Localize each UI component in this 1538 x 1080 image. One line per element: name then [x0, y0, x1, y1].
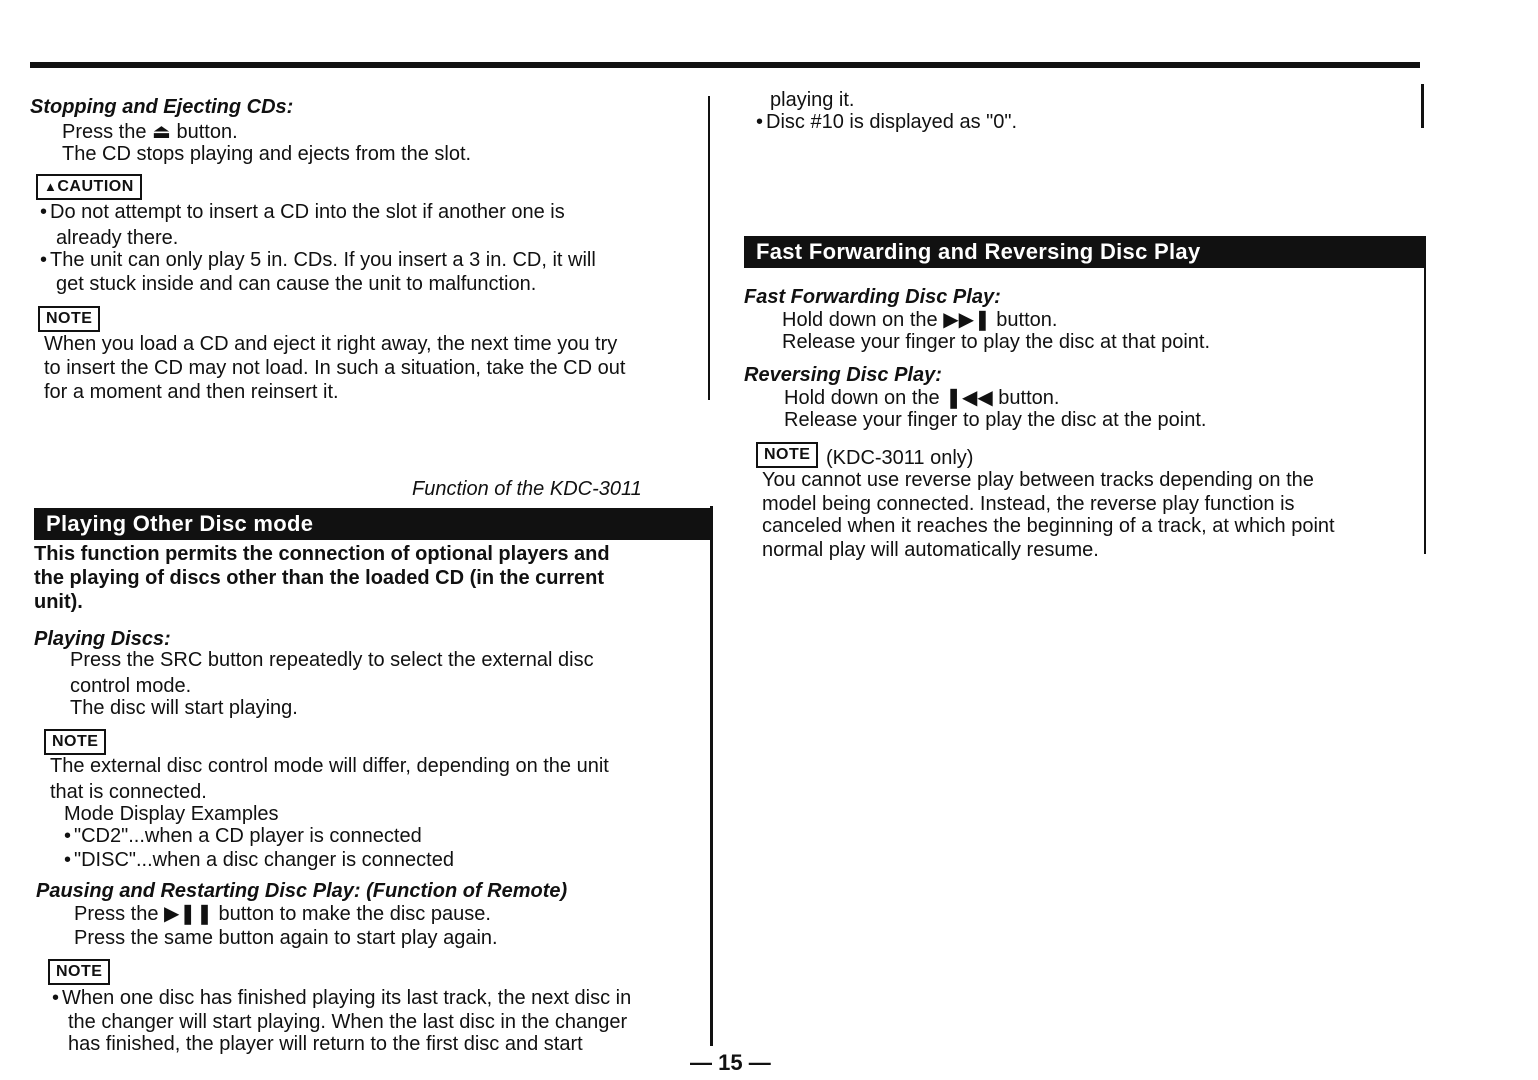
note-label-right: NOTE — [756, 442, 818, 468]
note-right-line-3: canceled when it reaches the beginning of a track, at which point — [762, 515, 1335, 537]
note3-line-3: has finished, the player will return to the first disc and start — [68, 1033, 583, 1055]
pausing-line-1: Press the ▶❚❚ button to make the disc pause. — [74, 903, 491, 925]
page-number: — 15 — — [690, 1050, 771, 1075]
stopping-line-1: Press the ⏏ button. — [62, 121, 238, 143]
note-label-1: NOTE — [38, 306, 100, 332]
fast-forward-line-1: Hold down on the ▶▶❚ button. — [782, 309, 1058, 331]
caution-bullet-2-cont: get stuck inside and can cause the unit to malfunction. — [56, 273, 537, 295]
note-right-line-1: You cannot use reverse play between tracks depending on the — [762, 469, 1314, 491]
caution-bullet-2: • The unit can only play 5 in. CDs. If you insert a 3 in. CD, it will — [40, 248, 596, 272]
intro-line-2: the playing of discs other than the loaded CD (in the current — [34, 567, 605, 589]
mode-example-cd2: • "CD2"...when a CD player is connected — [64, 824, 422, 848]
caution-bullet-1: • Do not attempt to insert a CD into the slot if another one is — [40, 200, 565, 224]
note-label-3: NOTE — [48, 959, 110, 985]
note1-line-2: to insert the CD may not load. In such a situation, take the CD out — [44, 357, 626, 379]
playing-discs-heading: Playing Discs: — [34, 628, 171, 650]
stopping-heading: Stopping and Ejecting CDs: — [30, 96, 294, 118]
reversing-line-1: Hold down on the ❚◀◀ button. — [784, 387, 1060, 409]
reversing-line-2: Release your finger to play the disc at the point. — [784, 409, 1207, 431]
caution-label — [36, 174, 142, 200]
intro-line-1: This function permits the connection of optional players and — [34, 543, 610, 565]
pausing-heading: Pausing and Restarting Disc Play: (Function of Remote) — [36, 880, 568, 902]
section-title-fast-forward: Fast Forwarding and Reversing Disc Play — [744, 236, 1426, 268]
mode-display-examples-title: Mode Display Examples — [64, 803, 279, 825]
note2-line-1: The external disc control mode will differ, depending on the unit — [50, 755, 609, 777]
note2-line-2: that is connected. — [50, 781, 207, 803]
right-column-divider — [1421, 84, 1424, 128]
mode-example-disc: • "DISC"...when a disc changer is connected — [64, 848, 454, 872]
caution-bullet-1-cont: already there. — [56, 227, 179, 249]
left-column-divider-bottom — [710, 506, 713, 1046]
reversing-heading: Reversing Disc Play: — [744, 364, 942, 386]
note1-line-1: When you load a CD and eject it right away, the next time you try — [44, 333, 618, 355]
warning-triangle-icon: ▲ — [44, 179, 58, 194]
note-right-line-4: normal play will automatically resume. — [762, 539, 1099, 561]
left-column-divider-top — [708, 96, 710, 400]
intro-line-3: unit). — [34, 591, 83, 613]
playing-discs-line-2: control mode. — [70, 675, 192, 697]
continued-text: playing it. — [770, 89, 855, 111]
playing-discs-line-3: The disc will start playing. — [70, 697, 298, 719]
top-rule — [30, 62, 1420, 68]
playing-discs-line-1: Press the SRC button repeatedly to select the external disc — [70, 649, 594, 671]
note3-line-1: • When one disc has finished playing its last track, the next disc in — [52, 986, 631, 1010]
note3-line-2: the changer will start playing. When the last disc in the changer — [68, 1011, 628, 1033]
function-of-subtitle: Function of the KDC-3011 — [412, 478, 642, 500]
fast-forward-heading: Fast Forwarding Disc Play: — [744, 286, 1001, 308]
note-right-suffix: (KDC-3011 only) — [826, 447, 974, 469]
right-section-divider — [1424, 262, 1426, 554]
stopping-line-2: The CD stops playing and ejects from the slot. — [62, 143, 472, 165]
pausing-line-2: Press the same button again to start play again. — [74, 927, 498, 949]
fast-forward-line-2: Release your finger to play the disc at that point. — [782, 331, 1211, 353]
section-title-playing-other-disc: Playing Other Disc mode — [34, 508, 712, 540]
note-label-2: NOTE — [44, 729, 106, 755]
caution-text: CAUTION — [57, 178, 134, 195]
note1-line-3: for a moment and then reinsert it. — [44, 381, 339, 403]
disc10-note: • Disc #10 is displayed as "0". — [756, 110, 1017, 134]
note-right-line-2: model being connected. Instead, the reverse play function is — [762, 493, 1295, 515]
